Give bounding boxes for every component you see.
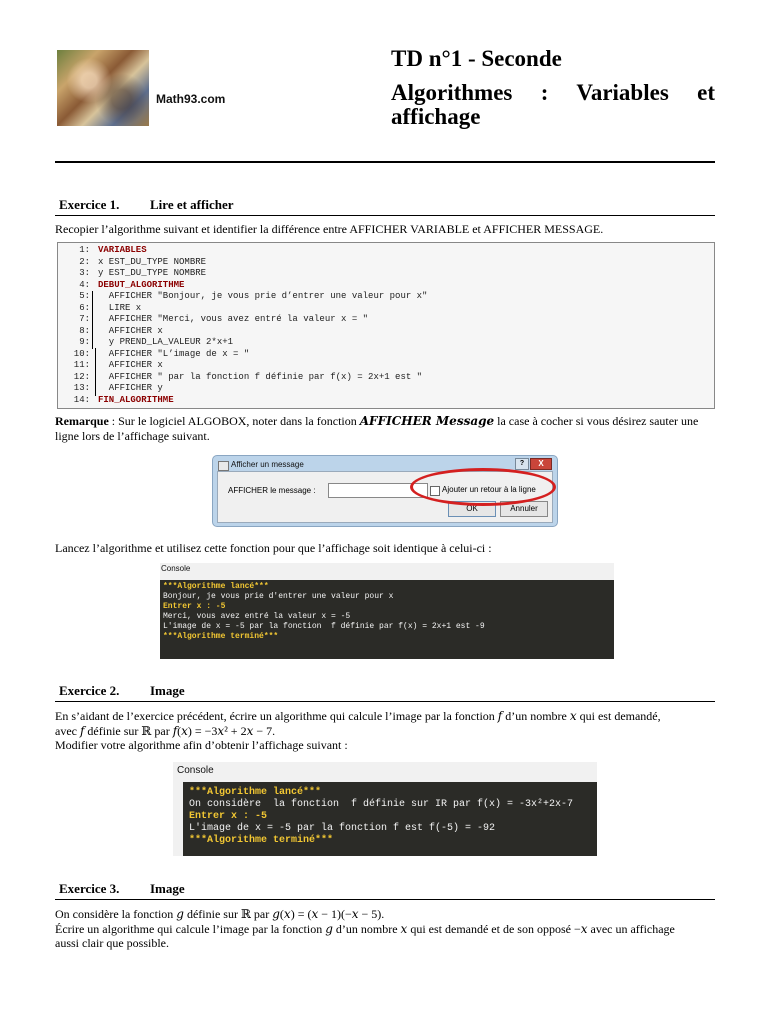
console2-screen bbox=[183, 782, 597, 856]
algorithm-instruction: y EST_DU_TYPE NOMBRE bbox=[98, 268, 207, 278]
line-number: 11: bbox=[73, 360, 90, 370]
algorithm-line bbox=[58, 245, 708, 256]
algorithm-line bbox=[58, 280, 708, 291]
exercise2-line1: En s’aidant de l’exercice précédent, écrire un algorithme qui calcule l’image par la fonction 𝑓 d’un nombre 𝑥 qui est demandé, bbox=[55, 709, 661, 723]
algorithm-line bbox=[58, 360, 708, 371]
console-line: L'image de x = -5 par la fonction f définie par f(x) = 2x+1 est -9 bbox=[163, 622, 485, 631]
console1-title: Console bbox=[161, 564, 191, 573]
algorithm-line bbox=[58, 257, 708, 268]
exercise1-remark bbox=[55, 414, 715, 444]
algorithm-instruction: y PREND_LA_VALEUR 2*x+1 bbox=[98, 337, 234, 347]
exercise2-heading bbox=[55, 682, 715, 702]
exercise2-line3: Modifier votre algorithme afin d’obtenir l’affichage suivant : bbox=[55, 738, 348, 752]
algorithm-instruction: AFFICHER x bbox=[98, 325, 163, 336]
algorithm-line bbox=[58, 383, 708, 394]
algorithm-instruction: LIRE x bbox=[98, 302, 142, 313]
exercise3-line3: aussi clair que possible. bbox=[55, 936, 169, 950]
exercise3-line2: Écrire un algorithme qui calcule l’image par la fonction 𝑔 d’un nombre 𝑥 qui est demandé et de son opposé −𝑥 avec un affichage bbox=[55, 922, 675, 936]
algorithm-instruction: AFFICHER "L’image de x = " bbox=[98, 348, 250, 359]
algorithm-instruction: AFFICHER " par la fonction f définie par f(x) = 2x+1 est " bbox=[98, 371, 423, 382]
console-line: ***Algorithme lancé*** bbox=[189, 787, 322, 798]
exercise2-name: Image bbox=[150, 683, 185, 698]
algorithm-line bbox=[58, 291, 708, 302]
exercise2-line2: avec 𝑓 définie sur ℝ par 𝑓(𝑥) = −3𝑥² + 2𝑥 − 7. bbox=[55, 724, 276, 738]
algorithm-instruction: AFFICHER "Merci, vous avez entré la valeur x = " bbox=[98, 314, 369, 324]
algorithm-line bbox=[58, 372, 708, 383]
exercise1-heading bbox=[55, 196, 715, 216]
exercise1-instruction: Lancez l’algorithme et utilisez cette fonction pour que l’affichage soit identique à celui-ci : bbox=[55, 541, 492, 555]
console-line: ***Algorithme terminé*** bbox=[189, 835, 334, 846]
header-rule bbox=[55, 161, 715, 163]
console-line: ***Algorithme lancé*** bbox=[163, 582, 269, 591]
remark-emphasis: AFFICHER Message bbox=[359, 414, 495, 428]
exercise3-heading bbox=[55, 880, 715, 900]
console-line: ***Algorithme terminé*** bbox=[163, 632, 279, 641]
algorithm-instruction: x EST_DU_TYPE NOMBRE bbox=[98, 256, 207, 267]
line-break-checkbox-label: Ajouter un retour à la ligne bbox=[442, 485, 536, 494]
line-number: 14: bbox=[73, 394, 90, 405]
algorithm-line bbox=[58, 395, 708, 406]
console-line: L'image de x = -5 par la fonction f est f(-5) = -92 bbox=[189, 823, 496, 834]
exercise2-number: Exercice 2. bbox=[59, 683, 120, 698]
algorithm-keyword: VARIABLES bbox=[98, 245, 147, 255]
algorithm-line bbox=[58, 314, 708, 325]
line-number: 10: bbox=[73, 348, 90, 359]
console2-title: Console bbox=[177, 765, 214, 776]
ok-button[interactable]: OK bbox=[448, 501, 496, 517]
line-number: 12: bbox=[73, 371, 90, 382]
message-field-label: AFFICHER le message : bbox=[228, 486, 316, 495]
line-number: 4: bbox=[79, 279, 90, 290]
remark-label: Remarque bbox=[55, 414, 109, 428]
line-number: 3: bbox=[79, 268, 90, 278]
console-line: Bonjour, je vous prie d'entrer une valeur pour x bbox=[163, 592, 394, 601]
algorithm-keyword: FIN_ALGORITHME bbox=[98, 394, 174, 405]
algorithm-keyword: DEBUT_ALGORITHME bbox=[98, 279, 185, 290]
console-output-1 bbox=[160, 563, 614, 659]
remark-text2: la case à cocher si vous désirez sauter une ligne lors de l’affichage suivant. bbox=[55, 414, 699, 443]
line-number: 2: bbox=[79, 256, 90, 267]
console-line: Entrer x : -5 bbox=[189, 811, 268, 822]
console-line: Merci, vous avez entré la valeur x = -5 bbox=[163, 612, 351, 621]
help-button[interactable]: ? bbox=[515, 458, 529, 470]
line-number: 1: bbox=[79, 245, 90, 255]
algorithm-line bbox=[58, 268, 708, 279]
logo-painting bbox=[57, 50, 149, 126]
document-title-line3: affichage bbox=[391, 104, 481, 129]
line-number: 9: bbox=[79, 337, 90, 347]
exercise3-number: Exercice 3. bbox=[59, 881, 120, 896]
logo-text: Math93.com bbox=[156, 92, 226, 106]
window-icon bbox=[218, 461, 229, 471]
algorithm-line bbox=[58, 303, 708, 314]
exercise1-number: Exercice 1. bbox=[59, 197, 120, 212]
algorithm-instruction: AFFICHER y bbox=[98, 383, 163, 393]
algorithm-line bbox=[58, 326, 708, 337]
exercise3-line1: On considère la fonction 𝑔 définie sur ℝ par 𝑔(𝑥) = (𝑥 − 1)(−𝑥 − 5). bbox=[55, 907, 385, 921]
close-button[interactable]: X bbox=[530, 458, 552, 470]
site-logo bbox=[57, 50, 235, 126]
cancel-button[interactable]: Annuler bbox=[500, 501, 548, 517]
document-title-line1: TD n°1 - Seconde bbox=[391, 46, 562, 71]
highlight-ellipse bbox=[410, 468, 556, 506]
algorithm-instruction: AFFICHER x bbox=[98, 360, 163, 370]
document-title-line2: Algorithmes : Variables et bbox=[391, 80, 715, 105]
console-output-2 bbox=[173, 762, 597, 856]
exercise1-intro: Recopier l’algorithme suivant et identifier la différence entre AFFICHER VARIABLE et AFFICHER MESSAGE. bbox=[55, 222, 604, 236]
algorithm-line bbox=[58, 349, 708, 360]
line-number: 13: bbox=[73, 383, 90, 393]
dialog-title: Afficher un message bbox=[231, 460, 304, 469]
indent-bar bbox=[92, 291, 93, 349]
line-number: 7: bbox=[79, 314, 90, 324]
exercise3-name: Image bbox=[150, 881, 185, 896]
indent-bar bbox=[95, 348, 96, 396]
algorithm-listing bbox=[57, 242, 715, 409]
remark-text1: : Sur le logiciel ALGOBOX, noter dans la fonction bbox=[108, 414, 360, 428]
exercise1-name: Lire et afficher bbox=[150, 197, 234, 212]
console-line: Entrer x : -5 bbox=[163, 602, 226, 611]
console-line: On considère la fonction f définie sur IR par f(x) = -3x²+2x-7 bbox=[189, 799, 574, 810]
line-number: 6: bbox=[79, 302, 90, 313]
algorithm-instruction: AFFICHER "Bonjour, je vous prie d’entrer une valeur pour x" bbox=[98, 291, 428, 301]
line-number: 8: bbox=[79, 325, 90, 336]
console1-screen bbox=[160, 580, 614, 659]
algorithm-line bbox=[58, 337, 708, 348]
line-number: 5: bbox=[79, 291, 90, 301]
